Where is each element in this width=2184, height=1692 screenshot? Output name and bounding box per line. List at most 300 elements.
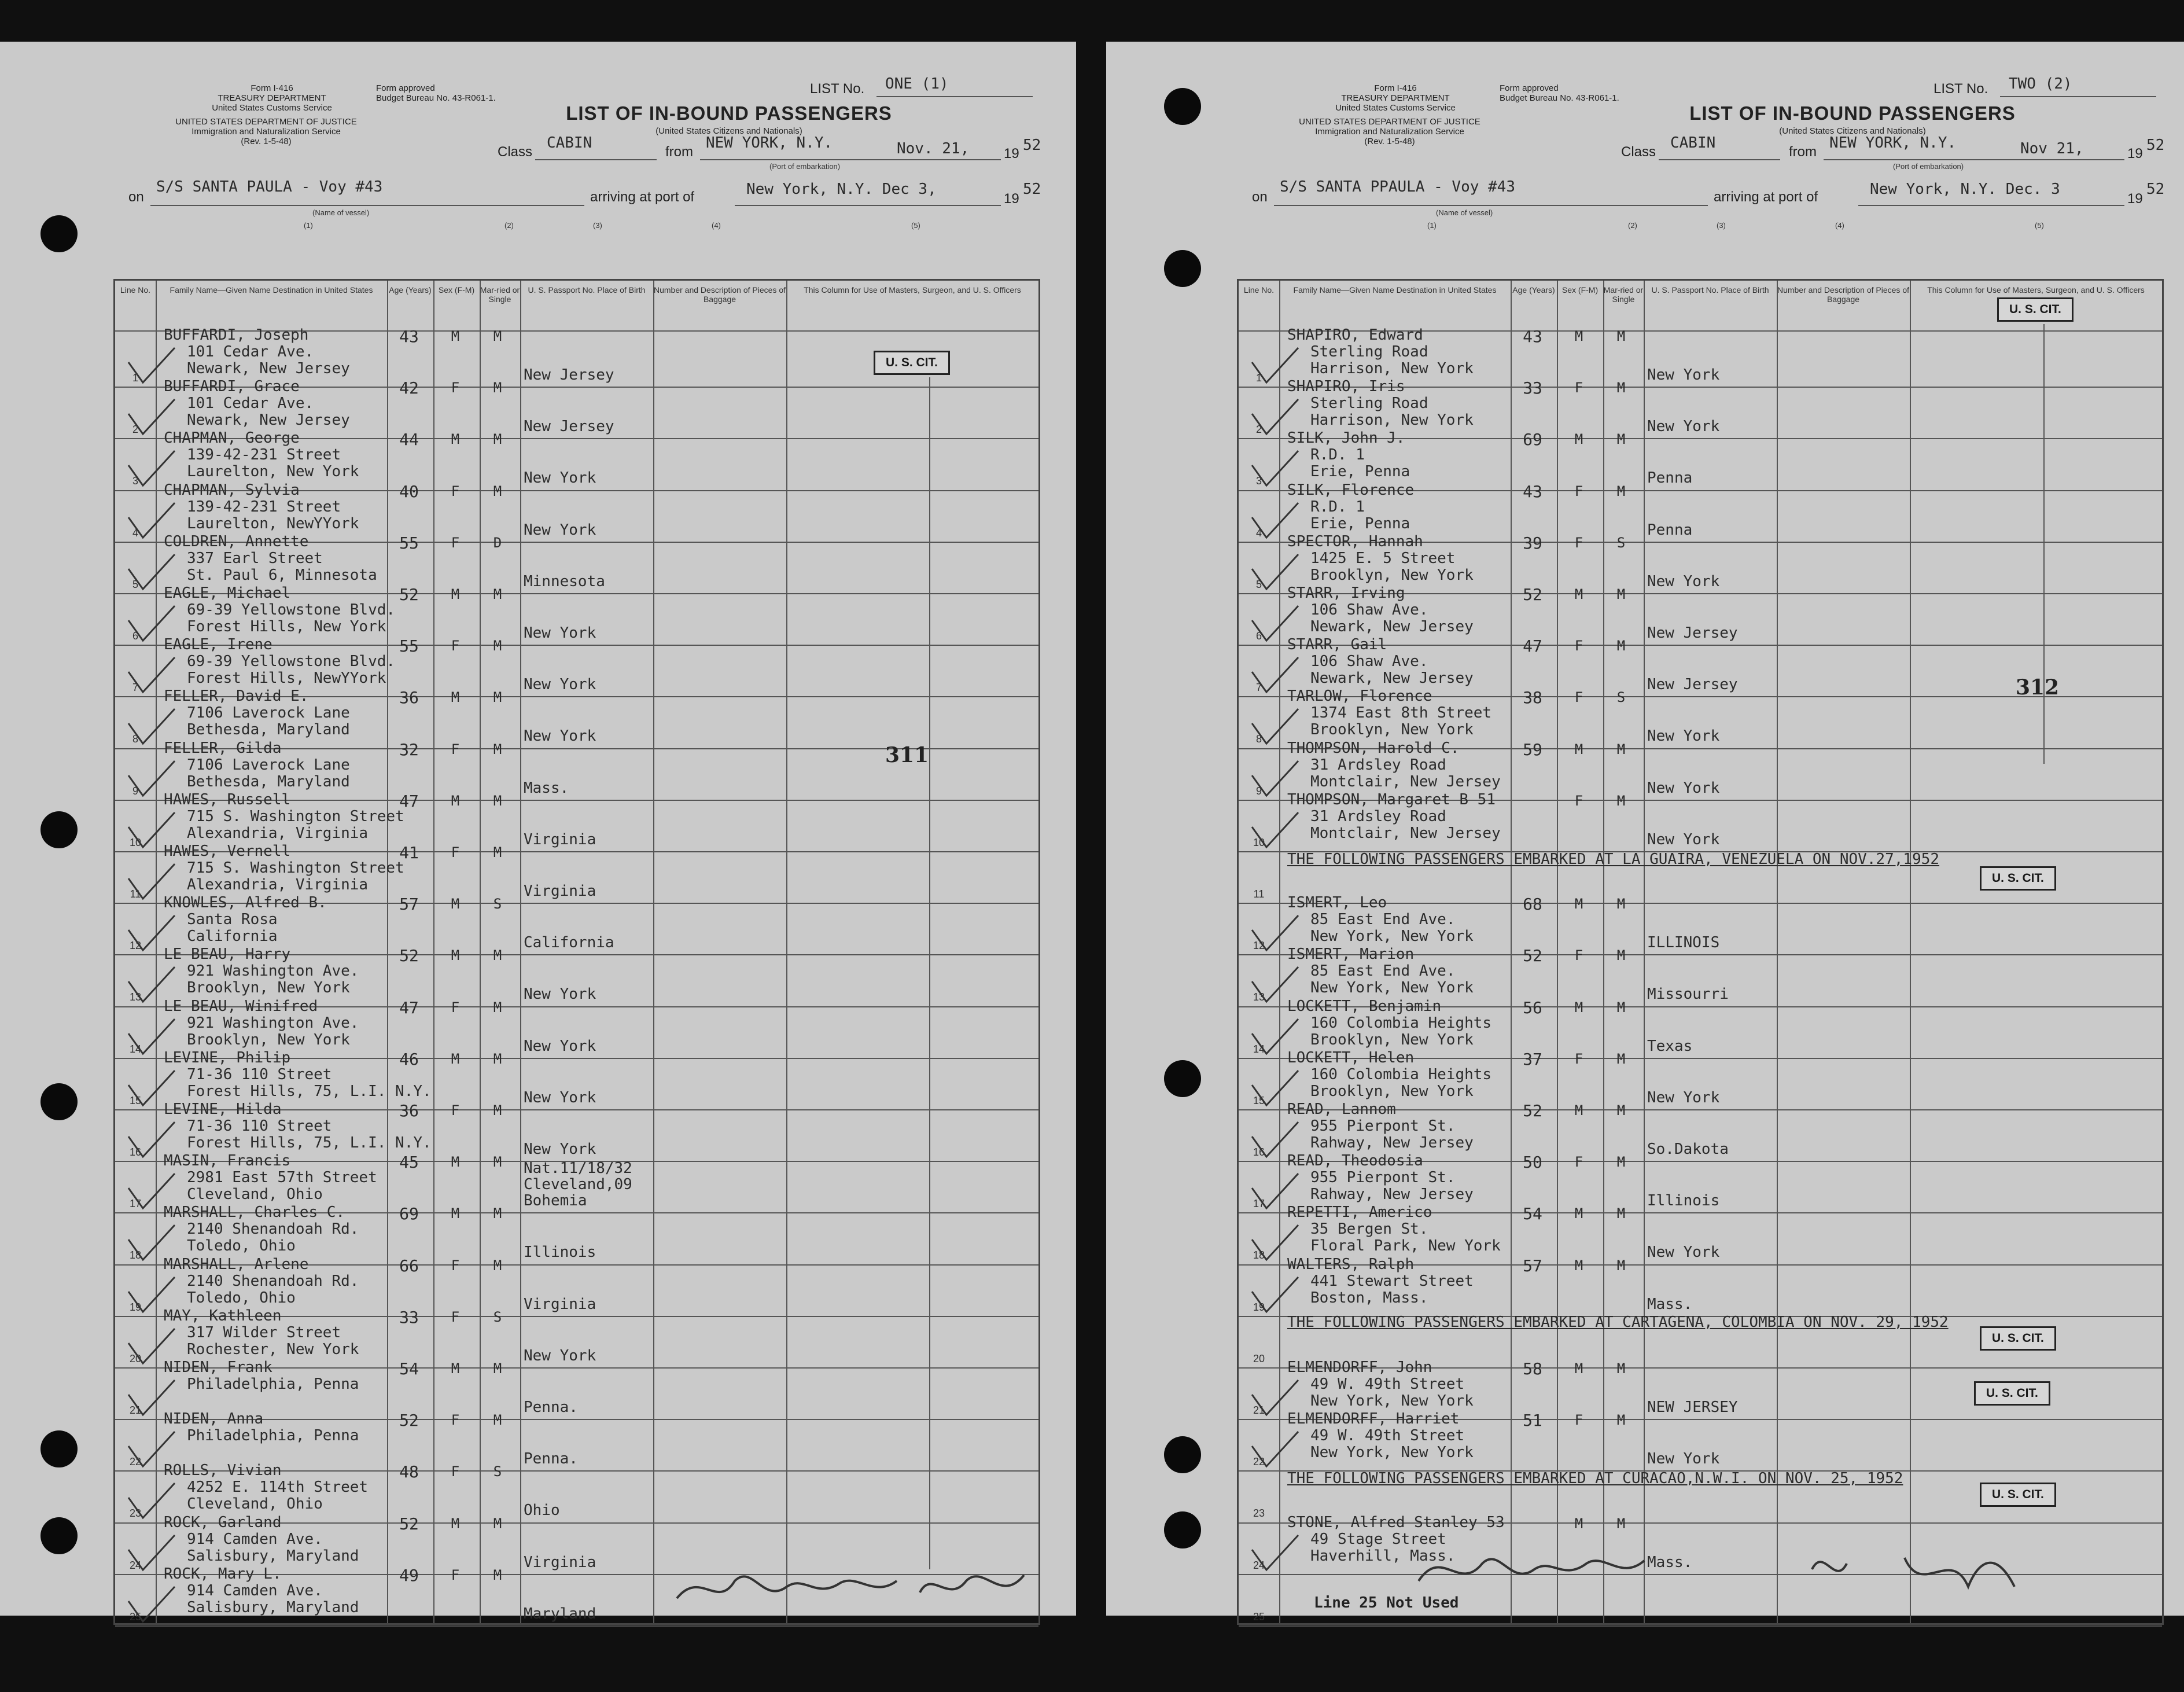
place-of-birth (524, 1348, 651, 1364)
marital-status: M (493, 792, 502, 809)
address-line: Cleveland, Ohio (187, 1495, 323, 1513)
address-line: 7106 Laverock Lane (187, 756, 350, 774)
sex: F (1574, 1050, 1583, 1067)
age: 43 (399, 327, 419, 346)
address-line: Harrison, New York (1310, 360, 1474, 377)
line-number: 24 (1253, 1559, 1265, 1571)
age: 43 (1523, 481, 1542, 501)
line-number: 19 (1253, 1301, 1265, 1313)
place-of-birth-line: Mass. (1647, 1295, 1693, 1313)
arriving-label: arriving at port of (590, 189, 695, 205)
address-line: Rahway, New Jersey (1310, 1186, 1474, 1204)
sex: F (1574, 534, 1583, 551)
sex: F (1574, 1154, 1583, 1171)
place-of-birth (1647, 418, 1774, 435)
sex: M (451, 1360, 460, 1377)
age: 46 (399, 1049, 419, 1069)
age: 45 (399, 1153, 419, 1172)
place-of-birth-line: ILLINOIS (1647, 934, 1720, 952)
address-line: New York, New York (1310, 928, 1474, 946)
age: 47 (1523, 637, 1542, 656)
age: 55 (399, 533, 419, 553)
col-num: (5) (2035, 221, 2044, 230)
sex: M (1574, 586, 1583, 602)
place-of-birth-line: Virginia (524, 830, 596, 848)
line-number: 21 (129, 1404, 142, 1416)
col-head-baggage: Number and Description of Pieces of Baggage (654, 285, 786, 304)
place-of-birth-line: New York (524, 624, 596, 642)
sex: M (1574, 1257, 1583, 1274)
address-line: R.D. 1 (1310, 446, 1365, 464)
row-rule (115, 1625, 1038, 1627)
marital-status: D (493, 534, 502, 551)
check-mark-icon (1249, 1274, 1301, 1315)
form-number: Form I-416 (251, 83, 293, 93)
line-number: 25 (1253, 1610, 1265, 1623)
line-number: 9 (132, 785, 138, 797)
year2: 52 (2146, 181, 2165, 198)
age: 33 (399, 1307, 419, 1327)
age: 42 (399, 378, 419, 398)
marital-status: M (1616, 1102, 1626, 1119)
marital-status: M (493, 328, 502, 344)
us-cit-stamp: U. S. CIT. (874, 351, 950, 375)
place-of-birth-line: Illinois (524, 1244, 596, 1261)
line-number: 21 (1253, 1404, 1265, 1416)
age: 52 (399, 1411, 419, 1430)
rule (1824, 159, 2124, 160)
sex: M (451, 689, 460, 706)
place-of-birth-line: Virginia (524, 1295, 596, 1313)
col-num: (1) (304, 221, 313, 230)
address-line: Montclair, New Jersey (1310, 773, 1501, 790)
place-of-birth-line: New York (524, 1088, 596, 1106)
place-of-birth-line: Mass. (524, 779, 569, 797)
address-line: Harrison, New York (1310, 411, 1474, 429)
place-of-birth (1647, 1399, 1774, 1415)
sex: F (451, 380, 460, 396)
age: 54 (399, 1359, 419, 1378)
col-head-passport: U. S. Passport No. Place of Birth (1651, 285, 1769, 295)
place-of-birth (524, 728, 651, 744)
check-mark-icon (1249, 1429, 1301, 1469)
budget-bureau: Budget Bureau No. 43-R061-1. (1500, 93, 1619, 103)
col-head-married: Mar-ried or Single (1603, 285, 1644, 304)
line-number: 8 (132, 733, 138, 745)
rule (876, 96, 1033, 97)
address-line: 49 W. 49th Street (1310, 1427, 1465, 1445)
marital-status: M (1616, 1515, 1626, 1532)
sex: F (1574, 483, 1583, 499)
place-of-birth-line: New York (524, 1347, 596, 1364)
col-head-sex: Sex (F-M) (1561, 285, 1599, 295)
age: 56 (1523, 998, 1542, 1017)
rule (735, 205, 1001, 206)
address-line: 955 Pierpont St. (1310, 1169, 1456, 1187)
line-number: 17 (1253, 1198, 1265, 1210)
sex: M (1574, 999, 1583, 1016)
address-line: 441 Stewart Street (1310, 1272, 1474, 1290)
address-line: 715 S. Washington Street (187, 859, 404, 877)
address-line: New York, New York (1310, 979, 1474, 997)
place-of-birth (524, 883, 651, 899)
address-line: New York, New York (1310, 1392, 1474, 1410)
address-line: Forest Hills, 75, L.I. N.Y. (187, 1082, 432, 1100)
sex: M (451, 947, 460, 964)
age: 52 (399, 1514, 419, 1533)
form-id-block (168, 83, 376, 113)
place-of-birth (524, 780, 651, 796)
address-line: 69-39 Yellowstone Blvd. (187, 653, 396, 671)
customs-service: United States Customs Service (1335, 103, 1456, 113)
year-prefix: 19 (2127, 146, 2143, 161)
check-mark-icon (1249, 810, 1301, 850)
address-line: 49 Stage Street (1310, 1530, 1446, 1548)
address-line: 160 Colombia Heights (1310, 1065, 1492, 1083)
address-line: 4252 E. 114th Street (187, 1478, 369, 1496)
place-of-birth (524, 625, 651, 641)
col-head-age: Age (Years) (1512, 285, 1555, 295)
line-number: 14 (1253, 1043, 1265, 1055)
line-number: 5 (1255, 578, 1262, 590)
line-number: 2 (1255, 424, 1262, 436)
age: 52 (1523, 1101, 1542, 1120)
sex: M (451, 328, 460, 344)
sex: F (1574, 947, 1583, 964)
line-number: 13 (1253, 991, 1265, 1003)
place-of-birth-line: New York (524, 521, 596, 539)
line-number: 15 (129, 1094, 142, 1106)
passenger-name: SHAPIRO, Edward (1287, 326, 1423, 344)
list-no-label: LIST No. (810, 81, 865, 97)
sex: F (1574, 380, 1583, 396)
marital-status: M (1616, 328, 1626, 344)
place-of-birth-line: Maryland (524, 1605, 596, 1623)
sex: M (1574, 1205, 1583, 1222)
age: 33 (1523, 378, 1542, 398)
form-id-block (1291, 83, 1500, 113)
class-label: Class (1621, 144, 1656, 160)
passenger-name: SILK, John J. (1287, 429, 1405, 447)
age: 49 (399, 1565, 419, 1585)
age: 38 (1523, 688, 1542, 708)
address-line: 71-36 110 Street (187, 1117, 332, 1135)
place-of-birth (524, 986, 651, 1002)
us-cit-stamp: U. S. CIT. (1980, 1326, 2056, 1351)
sex: F (451, 741, 460, 757)
passenger-name: ELMENDORFF, John (1287, 1359, 1432, 1376)
address-line: Cleveland, Ohio (187, 1186, 323, 1204)
marital-status: M (1616, 380, 1626, 396)
address-line: Floral Park, New York (1310, 1237, 1501, 1255)
sex: M (1574, 431, 1583, 448)
embark-note: THE FOLLOWING PASSENGERS EMBARKED AT CARTAGENA, COLOMBIA ON NOV. 29, 1952 (1287, 1314, 1949, 1331)
address-line: 31 Ardsley Road (1310, 756, 1446, 774)
marital-status: M (1616, 586, 1626, 602)
sex: F (451, 999, 460, 1016)
passenger-name: STARR, Gail (1287, 636, 1387, 654)
address-line: Erie, Penna (1310, 514, 1410, 532)
col-head-name: Family Name—Given Name Destination in United States (1293, 285, 1497, 295)
sex: M (1574, 741, 1583, 757)
passenger-name: NIDEN, Anna (164, 1410, 264, 1428)
sex: M (1574, 1102, 1583, 1119)
place-of-birth (1647, 728, 1774, 744)
place-of-birth (1647, 832, 1774, 848)
place-of-birth (524, 573, 651, 590)
customs-service: United States Customs Service (212, 103, 332, 113)
place-of-birth-line: Minnesota (524, 572, 605, 590)
place-of-birth (1647, 522, 1774, 538)
marital-status: M (1616, 483, 1626, 499)
place-of-birth (1647, 1141, 1774, 1157)
passenger-name: BUFFARDI, Joseph (164, 326, 309, 344)
year-prefix: 19 (2127, 191, 2143, 207)
address-line: 35 Bergen St. (1310, 1220, 1428, 1238)
col-head-passport: U. S. Passport No. Place of Birth (528, 285, 646, 295)
place-of-birth (524, 418, 651, 435)
ins-title: Immigration and Naturalization Service (1315, 127, 1464, 137)
place-of-birth (524, 676, 651, 693)
place-of-birth (1647, 1451, 1774, 1467)
passenger-name: FELLER, Gilda (164, 739, 282, 757)
line-number: 2 (132, 424, 138, 436)
passenger-name: SPECTOR, Hannah (1287, 532, 1423, 550)
marital-status: M (1616, 947, 1626, 964)
address-line: Forest Hills, 75, L.I. N.Y. (187, 1134, 432, 1152)
year-prefix: 19 (1004, 146, 1019, 161)
age: 43 (1523, 327, 1542, 346)
place-of-birth-line: Bohemia (524, 1192, 587, 1210)
place-of-birth (524, 1451, 651, 1467)
place-of-birth-line: New York (524, 727, 596, 745)
marital-status: M (1616, 792, 1626, 809)
from-label: from (665, 144, 693, 160)
place-of-birth-line: New York (1647, 830, 1720, 848)
passenger-name: LE BEAU, Winifred (164, 997, 318, 1015)
col-num: (4) (1835, 221, 1844, 230)
address-line: Bethesda, Maryland (187, 773, 350, 790)
bracket-line (929, 377, 930, 1569)
rule (1659, 159, 1780, 160)
line-number: 4 (1255, 527, 1262, 539)
address-line: Montclair, New Jersey (1310, 824, 1501, 842)
place-of-birth-line: NEW JERSEY (1647, 1399, 1738, 1416)
address-line: 955 Pierpont St. (1310, 1117, 1456, 1135)
marital-status: M (493, 1050, 502, 1067)
col-head-married: Mar-ried or Single (480, 285, 520, 304)
address-line: 914 Camden Ave. (187, 1530, 323, 1548)
form-approved: Form approved (376, 83, 435, 93)
address-line: Forest Hills, NewYYork (187, 670, 386, 687)
address-line: Newark, New Jersey (187, 411, 350, 429)
marital-status: M (493, 483, 502, 499)
vessel-name: S/S SANTA PPAULA - Voy #43 (1280, 178, 1515, 196)
address-line: Brooklyn, New York (1310, 1031, 1474, 1049)
age: 52 (399, 585, 419, 604)
passenger-name: EAGLE, Irene (164, 636, 272, 654)
marital-status: M (1616, 1257, 1626, 1274)
place-of-birth (524, 470, 651, 486)
address-line: 2140 Shenandoah Rd. (187, 1220, 359, 1238)
passenger-name: CHAPMAN, George (164, 429, 300, 447)
address-line: 85 East End Ave. (1310, 962, 1456, 980)
on-label: on (128, 189, 144, 205)
address-line: Brooklyn, New York (187, 1031, 350, 1049)
place-of-birth (524, 832, 651, 848)
marital-status: S (1616, 534, 1626, 551)
marital-status: M (1616, 999, 1626, 1016)
address-line: Haverhill, Mass. (1310, 1547, 1456, 1565)
from-value: NEW YORK, N.Y. (1829, 134, 1957, 152)
inspector-signature (1395, 1535, 2032, 1604)
punch-hole (1164, 1060, 1201, 1097)
age: 47 (399, 791, 419, 811)
marital-status: M (493, 1412, 502, 1429)
age: 66 (399, 1256, 419, 1275)
passenger-name: LEVINE, Philip (164, 1049, 291, 1066)
form-approved: Form approved (1500, 83, 1559, 93)
address-line: 49 W. 49th Street (1310, 1375, 1465, 1393)
line-number: 25 (129, 1610, 142, 1623)
marital-status: M (493, 741, 502, 757)
address-line: Brooklyn, New York (1310, 566, 1474, 584)
page-subtitle: (United States Citizens and Nationals) (655, 126, 802, 136)
marital-status: M (493, 1154, 502, 1171)
sex: M (1574, 1360, 1583, 1377)
list-no-value: ONE (1) (885, 75, 949, 93)
passenger-name: EAGLE, Michael (164, 584, 291, 602)
passenger-name: WALTERS, Ralph (1287, 1255, 1415, 1273)
address-line: Rochester, New York (187, 1340, 359, 1358)
line-number: 3 (132, 475, 138, 487)
place-of-birth (1647, 1193, 1774, 1209)
marital-status: M (1616, 431, 1626, 448)
marital-status: S (493, 1463, 502, 1480)
budget-bureau: Budget Bureau No. 43-R061-1. (376, 93, 496, 103)
place-of-birth-line: Virginia (524, 1553, 596, 1571)
sex: F (451, 1102, 460, 1119)
address-line: 69-39 Yellowstone Blvd. (187, 601, 396, 619)
sex: M (451, 1050, 460, 1067)
address-line: 7106 Laverock Lane (187, 704, 350, 722)
budget-block (1500, 83, 1656, 103)
passenger-name: MAY, Kathleen (164, 1307, 282, 1325)
address-line: Boston, Mass. (1310, 1289, 1428, 1307)
col-head-officers: This Column for Use of Masters, Surgeon, and U. S. Officers (804, 285, 1021, 295)
col-num: (4) (712, 221, 721, 230)
address-line: 914 Camden Ave. (187, 1581, 323, 1599)
doj-title: UNITED STATES DEPARTMENT OF JUSTICE (175, 117, 357, 127)
place-of-birth (524, 1090, 651, 1106)
place-of-birth (1647, 780, 1774, 796)
line-number: 20 (1253, 1352, 1265, 1364)
line-number: 7 (132, 682, 138, 694)
place-of-birth-line: New York (524, 676, 596, 694)
marital-status: M (493, 586, 502, 602)
passenger-name: REPETTI, Americo (1287, 1204, 1432, 1222)
check-mark-icon (1249, 1532, 1301, 1573)
passenger-name: KNOWLES, Alfred B. (164, 894, 327, 912)
doj-title: UNITED STATES DEPARTMENT OF JUSTICE (1299, 117, 1480, 127)
place-of-birth-line: New York (1647, 1244, 1720, 1261)
sex: F (1574, 638, 1583, 654)
address-line: Brooklyn, New York (1310, 1082, 1474, 1100)
place-of-birth-line: New Jersey (1647, 624, 1738, 642)
marital-status: M (1616, 1205, 1626, 1222)
address-line: Sterling Road (1310, 395, 1428, 413)
place-of-birth (524, 1296, 651, 1312)
col-head-sex: Sex (F-M) (438, 285, 475, 295)
line-number: 14 (129, 1043, 142, 1055)
place-of-birth-line: New Jersey (524, 418, 614, 436)
address-line: Salisbury, Maryland (187, 1598, 359, 1616)
vessel-label: (Name of vessel) (312, 208, 370, 217)
line-number: 6 (1255, 630, 1262, 642)
col-head-officers: This Column for Use of Masters, Surgeon, and U. S. Officers (1927, 285, 2145, 295)
passenger-name: ROLLS, Vivian (164, 1462, 282, 1480)
sex: F (451, 1412, 460, 1429)
place-of-birth-line: California (524, 934, 614, 952)
line-number: 1 (1255, 372, 1262, 384)
signature-text (677, 1604, 682, 1605)
passenger-name: MARSHALL, Arlene (164, 1255, 309, 1273)
passenger-name: ELMENDORFF, Harriet (1287, 1410, 1460, 1428)
place-of-birth-line: Mass. (1647, 1553, 1693, 1571)
sex: M (1574, 328, 1583, 344)
col-num: (1) (1427, 221, 1437, 230)
age: 57 (1523, 1256, 1542, 1275)
address-line: 85 East End Ave. (1310, 911, 1456, 929)
age: 57 (399, 895, 419, 914)
age: 52 (1523, 585, 1542, 604)
form-number: Form I-416 (1374, 83, 1417, 93)
col-head-name: Family Name—Given Name Destination in United States (170, 285, 373, 295)
address-line: Rahway, New Jersey (1310, 1134, 1474, 1152)
address-line: 160 Colombia Heights (1310, 1014, 1492, 1032)
col-num: (5) (911, 221, 920, 230)
manifest-page-right (1106, 42, 2184, 1623)
marital-status: M (1616, 1154, 1626, 1171)
address-line: 921 Washington Ave. (187, 962, 359, 980)
officer-count: 311 (885, 743, 929, 767)
embark-note: THE FOLLOWING PASSENGERS EMBARKED AT CURACAO,N.W.I. ON NOV. 25, 1952 (1287, 1470, 1903, 1487)
marital-status: S (493, 1308, 502, 1325)
page-subtitle: (United States Citizens and Nationals) (1779, 126, 1926, 136)
passenger-name: ISMERT, Leo (1287, 894, 1387, 912)
col-head-line: Line No. (1243, 285, 1275, 295)
place-of-birth (1647, 625, 1774, 641)
port-embark-label: (Port of embarkation) (769, 162, 841, 171)
passenger-name: LOCKETT, Benjamin (1287, 997, 1442, 1015)
age: 52 (1523, 946, 1542, 966)
age: 44 (399, 430, 419, 450)
place-of-birth (1647, 1038, 1774, 1054)
address-line: 337 Earl Street (187, 549, 323, 567)
place-of-birth-line: Texas (1647, 1037, 1693, 1055)
place-of-birth-line: New York (524, 469, 596, 487)
address-line: 139-42-231 Street (187, 446, 341, 464)
punch-hole (1164, 1511, 1201, 1548)
address-line: 106 Shaw Ave. (1310, 601, 1428, 619)
sex: F (1574, 792, 1583, 809)
address-line: 1425 E. 5 Street (1310, 549, 1456, 567)
punch-hole (40, 215, 78, 252)
passenger-name: LEVINE, Hilda (164, 1101, 282, 1118)
passenger-name: ISMERT, Marion (1287, 946, 1415, 963)
sex: M (1574, 1515, 1583, 1532)
line-number: 11 (130, 888, 141, 900)
